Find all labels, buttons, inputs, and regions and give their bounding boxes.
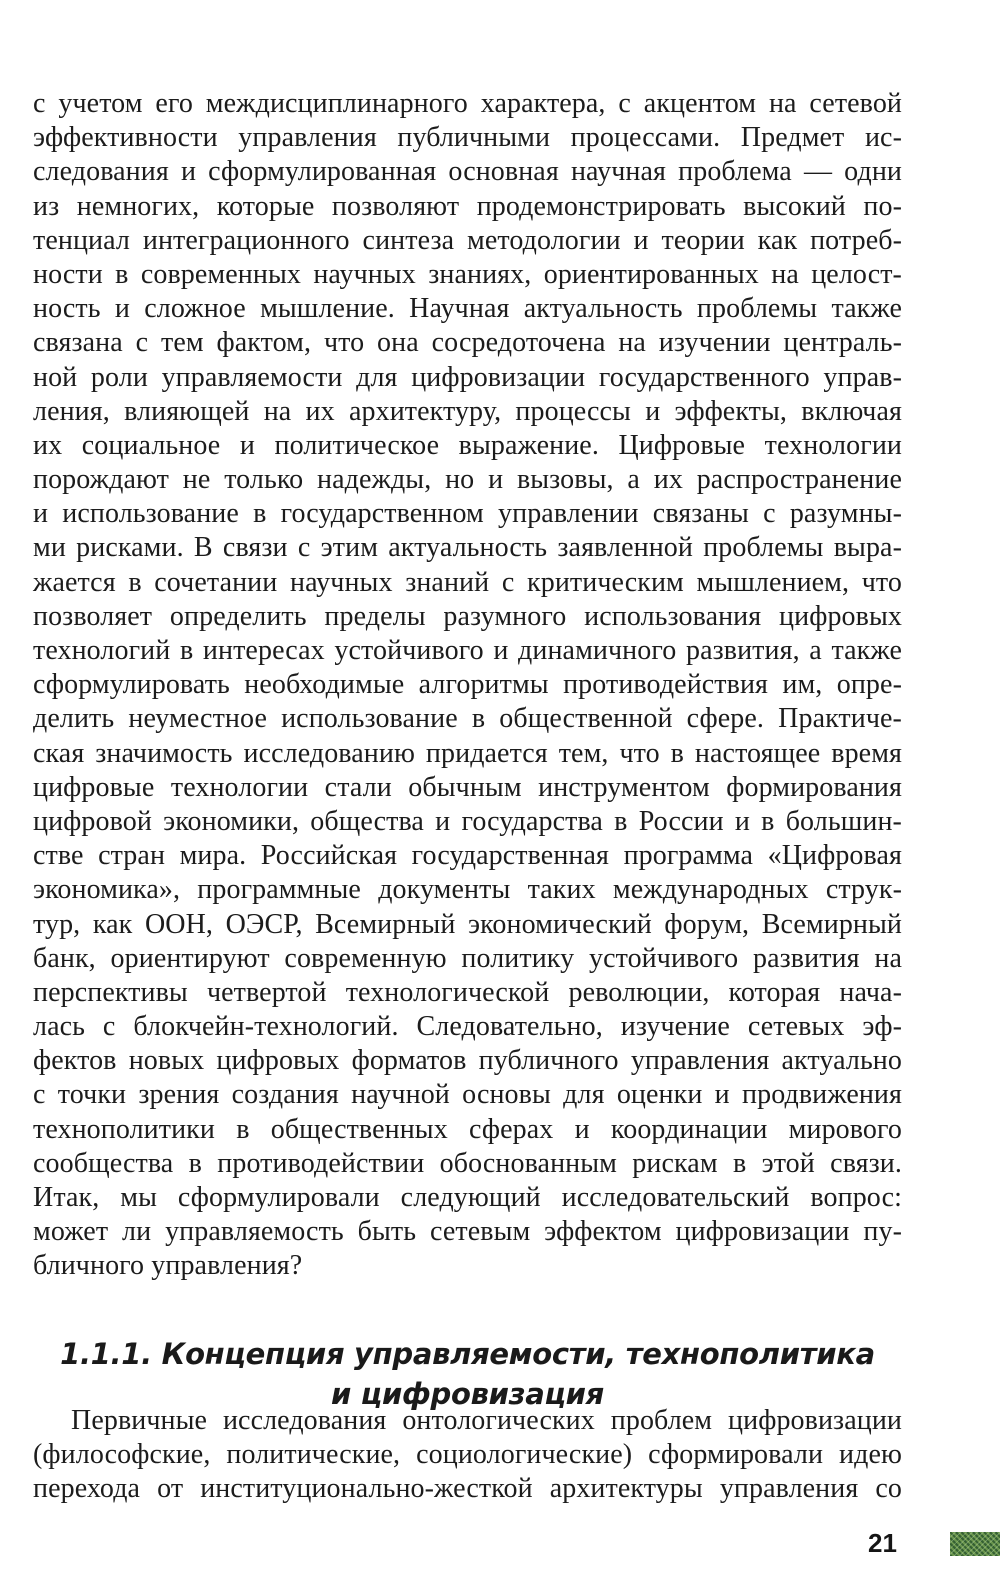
text-line: Первичные исследования онтологических проблем цифровизации <box>71 1405 902 1436</box>
text-line: эффективности управления публичными процессами. Предмет ис- <box>33 122 902 154</box>
text-line: с точки зрения создания научной основы для оценки и продвижения <box>33 1079 902 1111</box>
text-line: ми рисками. В связи с этим актуальность заявленной проблемы выра- <box>33 532 902 564</box>
corner-decoration-pattern <box>950 1532 1000 1556</box>
page-number: 21 <box>868 1528 897 1558</box>
text-line: бличного управления? <box>33 1250 303 1282</box>
text-line: ления, влияющей на их архитектуру, процессы и эффекты, включая <box>33 395 902 427</box>
text-line: порождают не только надежды, но и вызовы, а их распространение <box>33 464 902 496</box>
section-heading-line-1: 1.1.1. Концепция управляемости, технополитика <box>60 1337 875 1372</box>
text-line: Итак, мы сформулировали следующий исследовательский вопрос: <box>33 1182 902 1213</box>
text-line: цифровой экономики, общества и государства в России и в большин- <box>33 805 902 837</box>
text-line: экономика», программные документы таких международных струк- <box>33 874 902 906</box>
section-heading-line-2: и цифровизация <box>330 1377 604 1412</box>
text-line: цифровые технологии стали обычным инструментом формирования <box>33 771 902 803</box>
text-line: сообщества в противодействии обоснованным рискам в этой связи. <box>33 1147 902 1179</box>
text-line: (философские, политические, социологические) сформировали идею <box>33 1439 902 1471</box>
text-line: перспективы четвертой технологической революции, которая нача- <box>33 976 902 1008</box>
text-line: ность и сложное мышление. Научная актуальность проблемы также <box>33 293 902 325</box>
text-line: следования и сформулированная основная научная проблема — одни <box>33 156 902 188</box>
text-line: стве стран мира. Российская государственная программа «Цифровая <box>33 840 902 872</box>
text-line: лась с блокчейн-технологий. Следовательно, изучение сетевых эф- <box>33 1011 902 1043</box>
text-line: ности в современных научных знаниях, ориентированных на целост- <box>33 258 902 290</box>
text-line: из немногих, которые позволяют продемонстрировать высокий по- <box>33 190 902 222</box>
text-line: с учетом его междисциплинарного характера, с акцентом на сетевой <box>33 88 902 119</box>
text-line: фектов новых цифровых форматов публичного управления актуально <box>33 1045 902 1077</box>
text-line: технополитики в общественных сферах и координации мирового <box>33 1113 902 1145</box>
text-line: может ли управляемость быть сетевым эффектом цифровизации пу- <box>33 1216 902 1248</box>
text-line: ская значимость исследованию придается тем, что в настоящее время <box>33 737 902 769</box>
text-line: ной роли управляемости для цифровизации государственного управ- <box>33 361 902 393</box>
text-line: позволяет определить пределы разумного использования цифровых <box>33 600 902 632</box>
text-line: связана с тем фактом, что она сосредоточена на изучении централь- <box>33 327 902 359</box>
text-line: банк, ориентируют современную политику устойчивого развития на <box>33 942 902 974</box>
text-line: делить неуместное использование в общественной сфере. Практиче- <box>33 703 902 735</box>
text-line: жается в сочетании научных знаний с критическим мышлением, что <box>33 566 902 598</box>
text-line: и использование в государственном управлении связаны с разумны- <box>33 498 902 530</box>
text-line: тур, как ООН, ОЭСР, Всемирный экономический форум, Всемирный <box>33 908 902 940</box>
section-heading <box>33 1334 902 1414</box>
body-paragraph-1 <box>33 87 902 1284</box>
text-line: перехода от институционально-жесткой архитектуры управления со <box>33 1473 902 1505</box>
text-line: тенциал интеграционного синтеза методологии и теории как потреб- <box>33 224 902 256</box>
body-paragraph-2 <box>33 1404 902 1507</box>
text-line: технологий в интересах устойчивого и динамичного развития, а также <box>33 635 902 666</box>
text-line: сформулировать необходимые алгоритмы противодействия им, опре- <box>33 669 902 701</box>
text-line: их социальное и политическое выражение. Цифровые технологии <box>33 429 902 461</box>
